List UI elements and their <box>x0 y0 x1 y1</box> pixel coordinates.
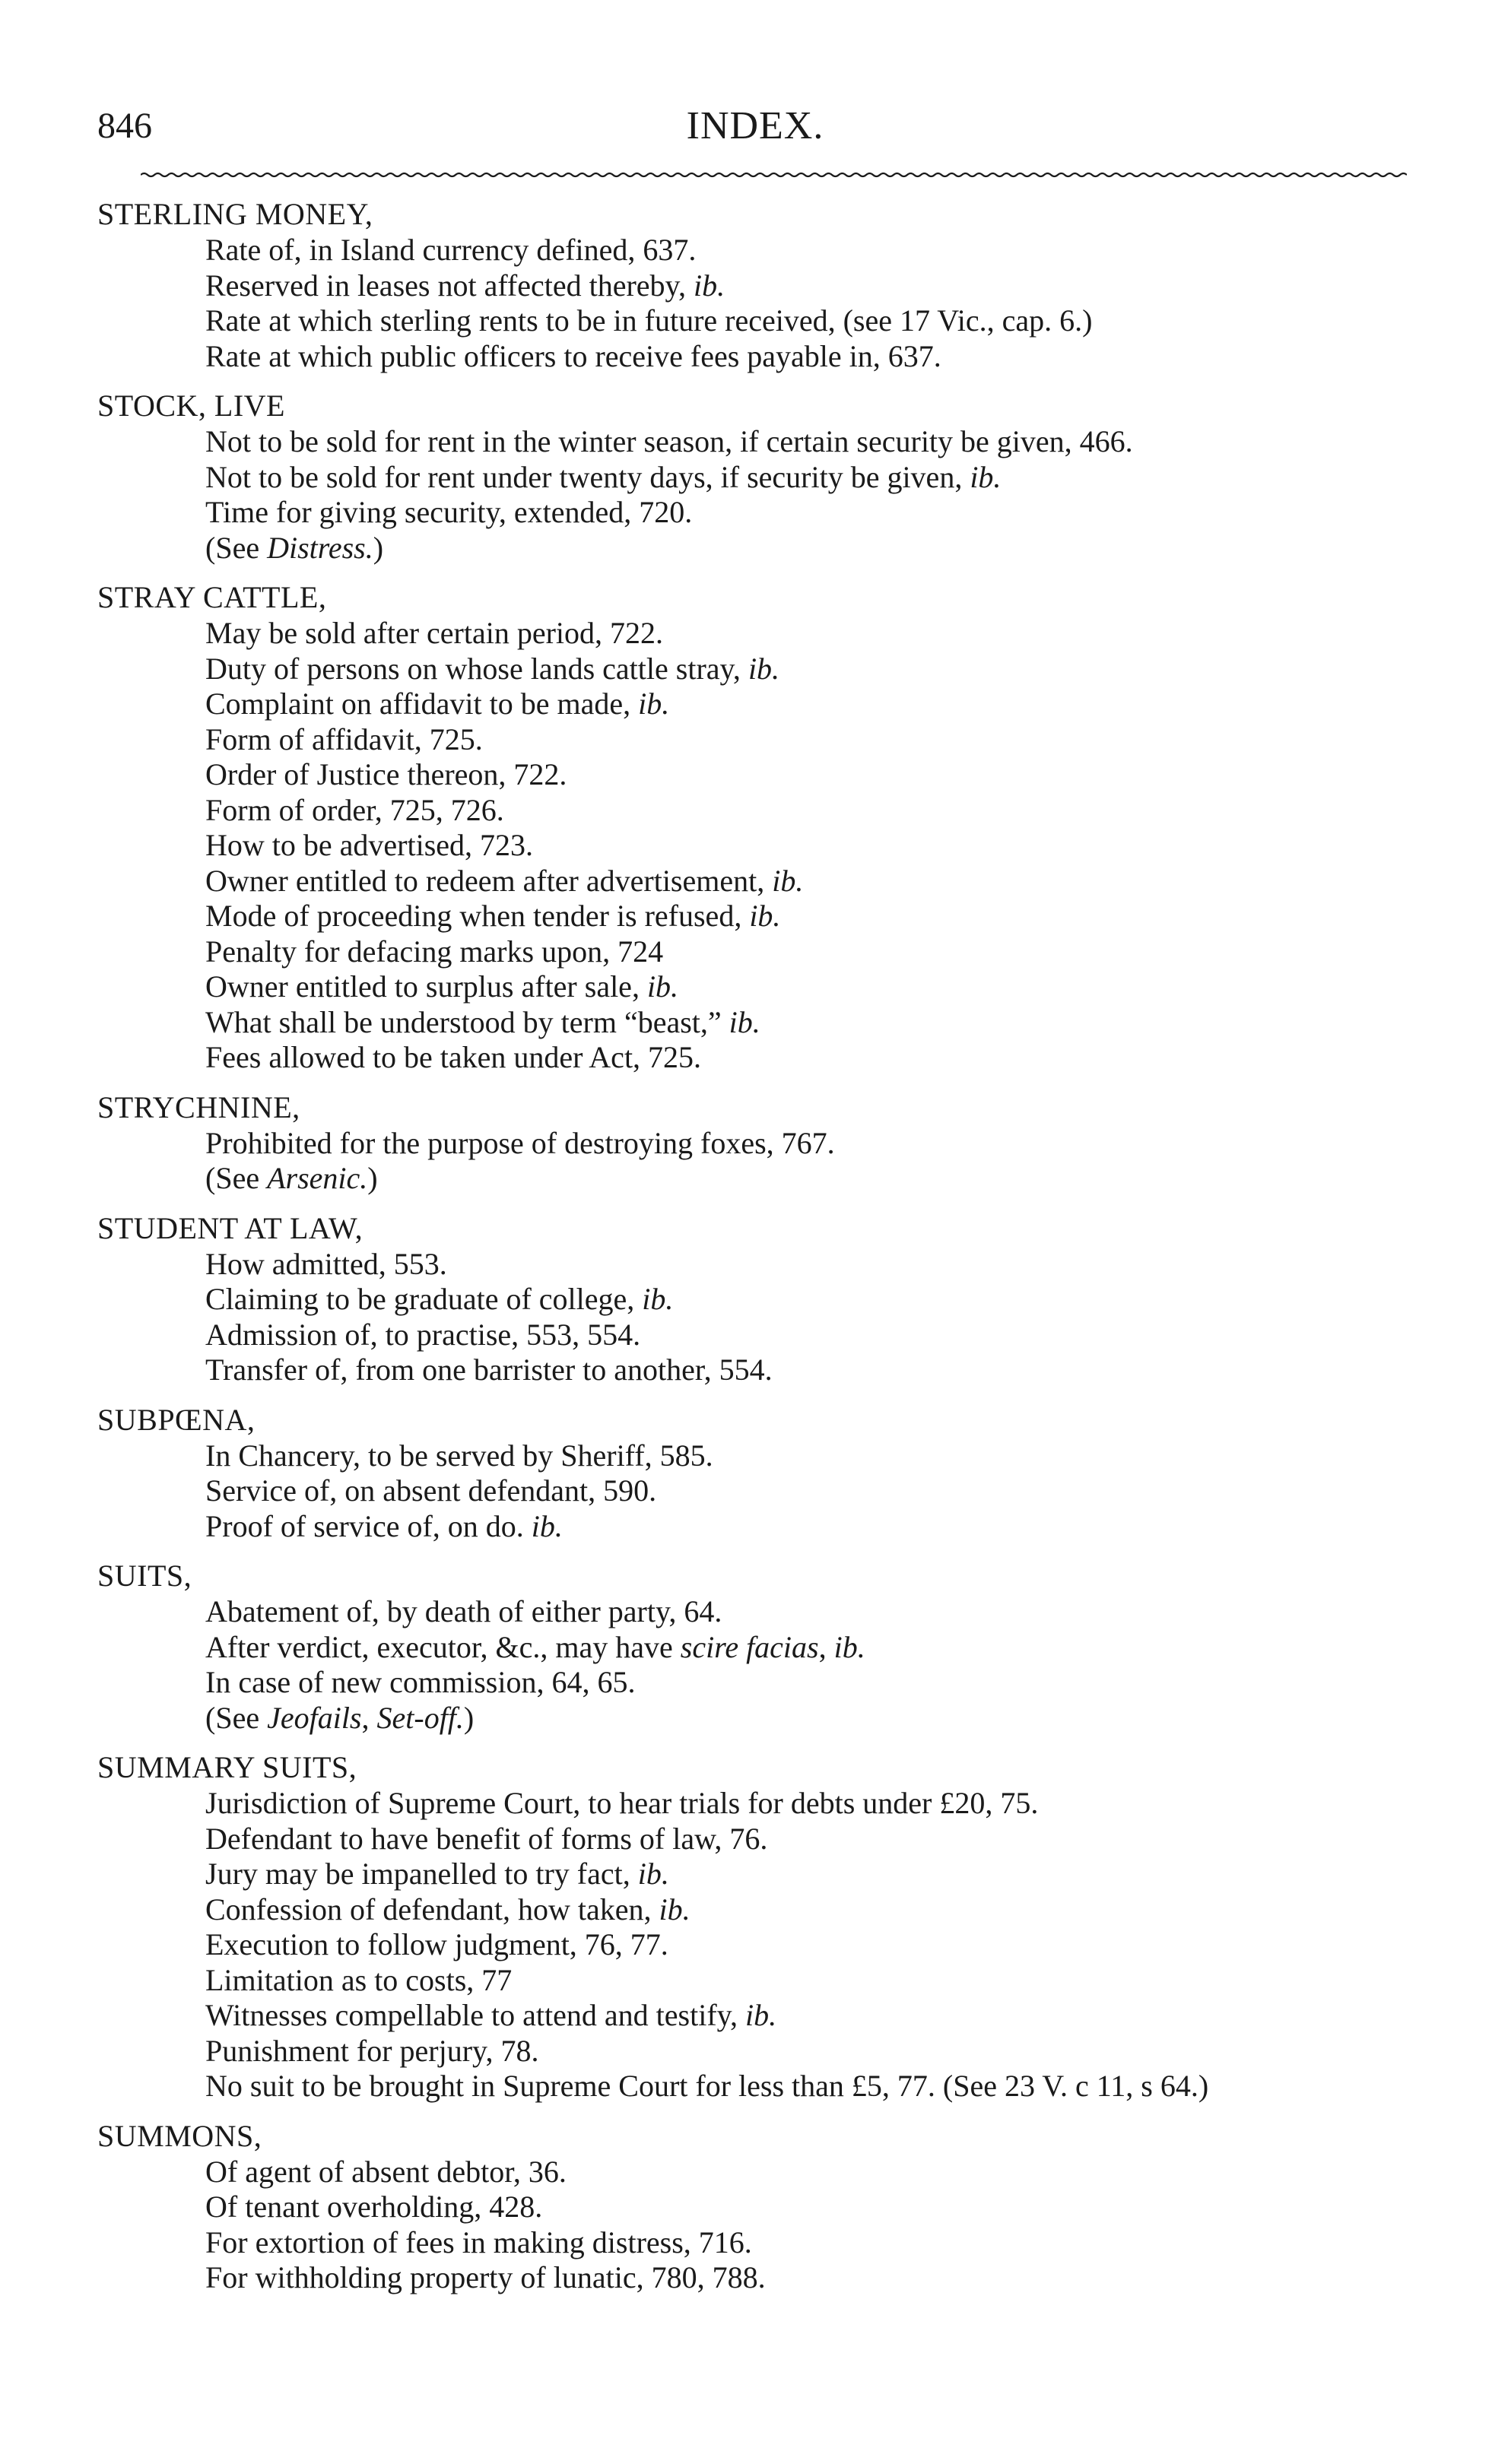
subentry-text: (See <box>205 530 268 565</box>
subentry-text: Duty of persons on whose lands cattle stray, <box>205 651 748 686</box>
index-subentry <box>97 899 1428 934</box>
italic-reference: scire facias <box>680 1629 819 1664</box>
index-subentry <box>97 1701 1428 1736</box>
subentry-text: Time for giving security, extended, 720. <box>205 495 693 529</box>
index-entry <box>97 388 1428 566</box>
subentry-text: (See <box>205 1161 268 1195</box>
subentry-text: In case of new commission, 64, 65. <box>205 1665 636 1699</box>
index-subentry <box>97 1126 1428 1162</box>
index-subentry <box>97 1509 1428 1545</box>
subentry-text: May be sold after certain period, 722. <box>205 616 664 650</box>
subentry-text: Prohibited for the purpose of destroying foxes, 767. <box>205 1125 835 1160</box>
index-entry <box>97 1089 1428 1197</box>
index-subentry <box>97 233 1428 268</box>
subentry-text: Complaint on affidavit to be made, <box>205 687 639 721</box>
index-subentry <box>97 2225 1428 2261</box>
index-subentry <box>97 1040 1428 1076</box>
subentry-text: After verdict, executor, &c., may have <box>205 1629 681 1664</box>
index-subentry <box>97 969 1428 1005</box>
index-subentry <box>97 864 1428 899</box>
index-heading: STERLING MONEY, <box>97 197 373 231</box>
index-entry <box>97 1210 1428 1388</box>
index-subentry <box>97 495 1428 531</box>
index-subentry <box>97 1353 1428 1388</box>
index-subentry <box>97 2155 1428 2190</box>
index-subentry <box>97 1473 1428 1509</box>
index-subentry <box>97 828 1428 864</box>
italic-reference: ib. <box>729 1004 760 1039</box>
subentry-text: Not to be sold for rent under twenty days, if security be given, <box>205 459 970 494</box>
index-entry <box>97 579 1428 1076</box>
subentry-text: How to be advertised, 723. <box>205 828 534 862</box>
index-subentry <box>97 2260 1428 2296</box>
subentry-text: In Chancery, to be served by Sheriff, 585. <box>205 1438 713 1473</box>
index-entry <box>97 1402 1428 1545</box>
subentry-text: Rate of, in Island currency defined, 637. <box>205 233 697 267</box>
italic-reference: Distress. <box>267 530 373 565</box>
subentry-text: Jury may be impanelled to try fact, <box>205 1857 638 1891</box>
index-subentry <box>97 1665 1428 1701</box>
header-wavy-rule <box>141 171 1407 179</box>
index-subentry <box>97 1857 1428 1892</box>
subentry-text: Abatement of, by death of either party, 64. <box>205 1594 722 1628</box>
subentry-text: ) <box>463 1700 475 1735</box>
index-subentry <box>97 1927 1428 1963</box>
subentry-text: Form of affidavit, 725. <box>205 721 483 756</box>
index-subentry <box>97 757 1428 793</box>
index-heading: STRAY CATTLE, <box>97 580 327 614</box>
index-subentry <box>97 2069 1428 2104</box>
italic-reference: ib. <box>745 1998 777 2032</box>
subentry-text: Penalty for defacing marks upon, 724 <box>205 934 664 969</box>
index-subentry <box>97 652 1428 687</box>
italic-reference: ib. <box>646 969 679 1004</box>
index-subentry <box>97 722 1428 758</box>
index-subentry <box>97 687 1428 722</box>
subentry-text: ) <box>373 530 384 565</box>
italic-reference: ib. <box>748 651 780 686</box>
subentry-text: Service of, on absent defendant, 590. <box>205 1473 657 1508</box>
subentry-text: For extortion of fees in making distress, 716. <box>205 2225 752 2259</box>
index-subentry <box>97 303 1428 339</box>
index-subentry <box>97 1963 1428 1999</box>
subentry-text: Order of Justice thereon, 722. <box>205 757 567 791</box>
index-entry <box>97 2118 1428 2296</box>
index-entry <box>97 1749 1428 2104</box>
italic-reference: Arsenic. <box>267 1161 368 1195</box>
page-header <box>97 97 1413 158</box>
index-subentry <box>97 934 1428 970</box>
index-subentry <box>97 339 1428 375</box>
index-entry <box>97 1558 1428 1736</box>
index-heading: SUITS, <box>97 1559 192 1593</box>
italic-reference: ib. <box>693 268 725 303</box>
index-subentry <box>97 1247 1428 1283</box>
index-subentry <box>97 793 1428 829</box>
subentry-text: Defendant to have benefit of forms of law, 76. <box>205 1821 768 1856</box>
page-number: 846 <box>97 106 152 146</box>
subentry-text: Mode of proceeding when tender is refused, <box>205 899 750 933</box>
index-heading: STOCK, LIVE <box>97 388 285 423</box>
subentry-text: What shall be understood by term “beast,” <box>205 1004 729 1039</box>
subentry-text: No suit to be brought in Supreme Court for less than £5, 77. (See 23 V. c 11, s 64.) <box>205 2069 1209 2103</box>
index-heading: STUDENT AT LAW, <box>97 1210 364 1245</box>
index-subentry <box>97 460 1428 496</box>
subentry-text: Limitation as to costs, 77 <box>205 1962 513 1997</box>
subentry-text: , <box>818 1629 834 1664</box>
subentry-text: Confession of defendant, how taken, <box>205 1892 659 1926</box>
subentry-text: Fees allowed to be taken under Act, 725. <box>205 1040 702 1074</box>
italic-reference: Set-off. <box>376 1700 464 1735</box>
subentry-text: Of tenant overholding, 428. <box>205 2190 543 2224</box>
index-heading: SUMMONS, <box>97 2118 262 2153</box>
subentry-text: Rate at which sterling rents to be in future received, (see 17 Vic., cap. 6.) <box>205 303 1093 338</box>
index-subentry <box>97 1594 1428 1630</box>
subentry-text: Reserved in leases not affected thereby, <box>205 268 694 303</box>
index-subentry <box>97 616 1428 652</box>
subentry-text: (See <box>205 1700 268 1735</box>
index-subentry <box>97 1318 1428 1353</box>
italic-reference: ib. <box>637 1857 669 1891</box>
subentry-text: Proof of service of, on do. <box>205 1508 532 1543</box>
index-subentry <box>97 1786 1428 1822</box>
index-subentry <box>97 1822 1428 1857</box>
subentry-text: ) <box>367 1161 378 1195</box>
index-entry <box>97 196 1428 374</box>
italic-reference: ib. <box>659 1892 691 1926</box>
subentry-text: Not to be sold for rent in the winter season, if certain security be given, 466. <box>205 424 1133 458</box>
subentry-text: Form of order, 725, 726. <box>205 792 504 827</box>
index-subentry <box>97 1282 1428 1318</box>
subentry-text: Witnesses compellable to attend and testify, <box>205 1998 746 2032</box>
subentry-text: How admitted, 553. <box>205 1246 447 1281</box>
subentry-text: For withholding property of lunatic, 780, 788. <box>205 2260 766 2294</box>
index-heading: STRYCHNINE, <box>97 1089 300 1124</box>
index-heading: SUMMARY SUITS, <box>97 1750 357 1784</box>
subentry-text: Claiming to be graduate of college, <box>205 1282 643 1316</box>
italic-reference: Jeofails <box>267 1700 362 1735</box>
subentry-text: Rate at which public officers to receive fees payable in, 637. <box>205 338 941 373</box>
running-head: INDEX. <box>686 104 824 147</box>
index-subentry <box>97 1998 1428 2034</box>
italic-reference: ib. <box>531 1508 563 1543</box>
italic-reference: ib. <box>970 459 1002 494</box>
index-subentry <box>97 268 1428 304</box>
italic-reference: ib. <box>833 1629 865 1664</box>
subentry-text: Transfer of, from one barrister to another, 554. <box>205 1353 773 1387</box>
subentry-text: Owner entitled to redeem after advertisement, <box>205 863 773 898</box>
italic-reference: ib. <box>749 899 781 933</box>
index-subentry <box>97 2034 1428 2069</box>
index-subentry <box>97 2190 1428 2225</box>
subentry-text: Of agent of absent debtor, 36. <box>205 2154 567 2189</box>
index-subentry <box>97 531 1428 566</box>
subentry-text: Punishment for perjury, 78. <box>205 2033 539 2068</box>
italic-reference: ib. <box>772 863 804 898</box>
index-subentry <box>97 424 1428 460</box>
italic-reference: ib. <box>642 1282 674 1316</box>
index-subentry <box>97 1438 1428 1474</box>
italic-reference: ib. <box>638 687 670 721</box>
subentry-text: Execution to follow judgment, 76, 77. <box>205 1927 668 1961</box>
index-subentry <box>97 1630 1428 1666</box>
index-subentry <box>97 1161 1428 1197</box>
index-subentry <box>97 1005 1428 1041</box>
subentry-text: Jurisdiction of Supreme Court, to hear trials for debts under £20, 75. <box>205 1786 1039 1820</box>
subentry-text: , <box>361 1700 377 1735</box>
index-body <box>97 196 1428 2310</box>
index-heading: SUBPŒNA, <box>97 1402 256 1437</box>
subentry-text: Owner entitled to surplus after sale, <box>205 969 647 1004</box>
subentry-text: Admission of, to practise, 553, 554. <box>205 1317 641 1352</box>
index-subentry <box>97 1892 1428 1928</box>
